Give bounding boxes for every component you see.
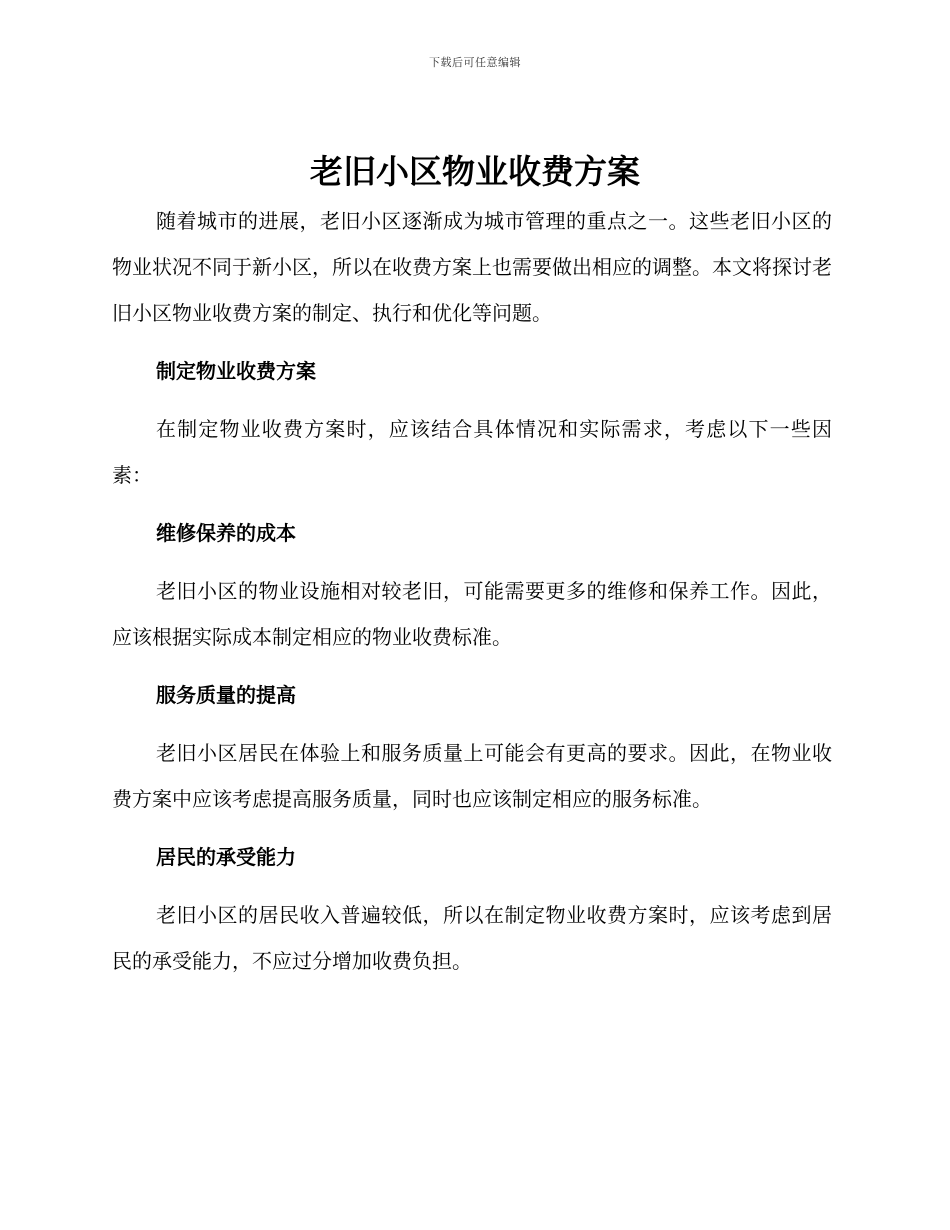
factor-text-maintenance: 老旧小区的物业设施相对较老旧，可能需要更多的维修和保养工作。因此，应该根据实际成本制定相应的物业收费标准。 — [112, 579, 832, 649]
factor-text-affordability: 老旧小区的居民收入普遍较低，所以在制定物业收费方案时，应该考虑到居民的承受能力，不应过分增加收费负担。 — [112, 903, 832, 973]
document-title: 老旧小区物业收费方案 — [310, 152, 640, 191]
factor-heading-affordability: 居民的承受能力 — [156, 845, 296, 869]
header-note: 下载后可任意编辑 — [429, 56, 521, 69]
factor-heading-maintenance: 维修保养的成本 — [156, 521, 296, 545]
intro-paragraph: 随着城市的进展，老旧小区逐渐成为城市管理的重点之一。这些老旧小区的物业状况不同于新小区，所以在收费方案上也需要做出相应的调整。本文将探讨老旧小区物业收费方案的制定、执行和优化等问题。 — [112, 209, 832, 325]
document-body — [112, 198, 832, 984]
factor-text-service: 老旧小区居民在体验上和服务质量上可能会有更高的要求。因此，在物业收费方案中应该考虑提高服务质量，同时也应该制定相应的服务标准。 — [112, 741, 832, 811]
factor-heading-service: 服务质量的提高 — [156, 683, 296, 707]
section-heading: 制定物业收费方案 — [156, 359, 316, 383]
section-intro-paragraph: 在制定物业收费方案时，应该结合具体情况和实际需求，考虑以下一些因素： — [112, 417, 832, 487]
